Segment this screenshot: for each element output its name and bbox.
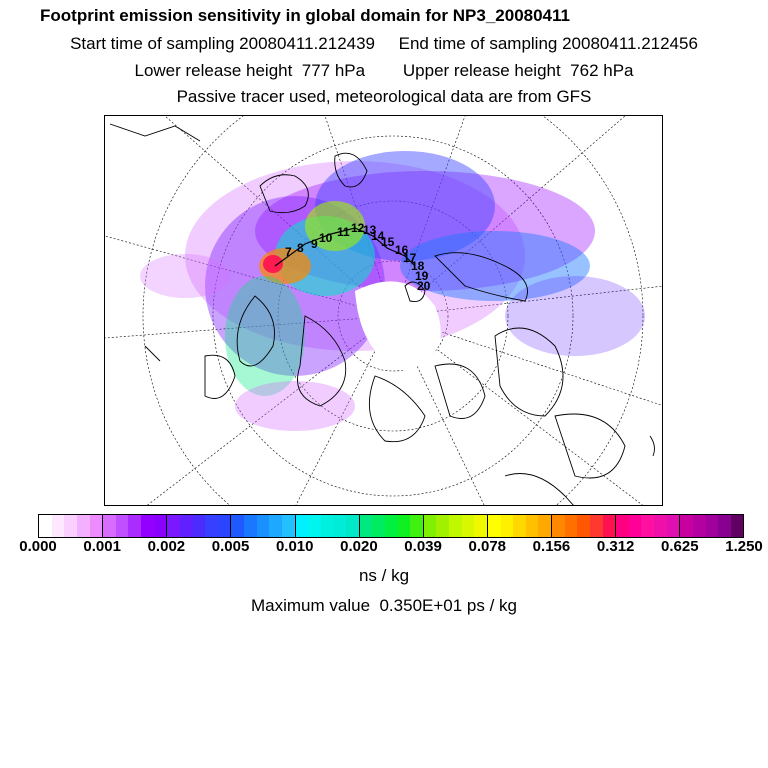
colorbar-swatch — [706, 515, 719, 537]
colorbar-tick-label: 0.078 — [468, 538, 507, 555]
track-label: 16 — [395, 243, 409, 257]
colorbar-swatch — [360, 515, 373, 537]
colorbar-swatch — [90, 515, 104, 537]
track-label: 20 — [417, 279, 431, 293]
track-label: 10 — [319, 231, 333, 245]
colorbar-swatch — [641, 515, 654, 537]
track-label: 17 — [403, 251, 417, 265]
colorbar-tick-label: 0.002 — [147, 538, 186, 555]
colorbar-swatch — [718, 515, 731, 537]
colorbar-tick-label: 0.039 — [404, 538, 442, 555]
colorbar-swatch — [436, 515, 449, 537]
colorbar-swatch — [565, 515, 578, 537]
colorbar-swatch — [77, 515, 90, 537]
colorbar-tick-label: 1.250 — [725, 538, 763, 555]
track-label: 9 — [311, 237, 318, 251]
colorbar-swatch — [205, 515, 218, 537]
colorbar-swatch — [693, 515, 706, 537]
colorbar-swatch — [385, 515, 398, 537]
colorbar-swatch — [654, 515, 667, 537]
colorbar-swatch — [346, 515, 360, 537]
colorbar-swatch — [488, 515, 501, 537]
colorbar-swatch — [64, 515, 77, 537]
colorbar-swatch — [296, 515, 309, 537]
colorbar-tick-label: 0.312 — [596, 538, 635, 555]
colorbar-tick-label: 0.020 — [340, 538, 378, 555]
colorbar — [38, 514, 744, 538]
colorbar-swatch — [257, 515, 270, 537]
colorbar-tick-label: 0.156 — [532, 538, 571, 555]
colorbar-swatch — [449, 515, 462, 537]
max-value-label: Maximum value 0.350E+01 ps / kg — [251, 596, 517, 615]
track-label: 8 — [297, 241, 304, 255]
colorbar-swatch — [629, 515, 642, 537]
colorbar-swatch — [538, 515, 552, 537]
colorbar-swatch — [282, 515, 296, 537]
colorbar-swatch — [462, 515, 475, 537]
colorbar-swatch — [513, 515, 526, 537]
colorbar-swatch — [603, 515, 617, 537]
track-label: 13 — [363, 223, 377, 237]
colorbar-swatch — [141, 515, 154, 537]
colorbar-swatch — [474, 515, 488, 537]
colorbar-swatch — [103, 515, 116, 537]
colorbar-units: ns / kg — [358, 566, 410, 585]
colorbar-swatch — [398, 515, 411, 537]
colorbar-swatch — [116, 515, 129, 537]
colorbar-swatch — [269, 515, 282, 537]
colorbar-swatch — [424, 515, 437, 537]
footprint-map — [104, 115, 663, 506]
colorbar-swatch — [680, 515, 693, 537]
tracer-info-line: Passive tracer used, meteorological data are from GFS — [176, 87, 592, 106]
colorbar-swatch — [590, 515, 603, 537]
colorbar-swatch — [526, 515, 539, 537]
plot-title: Footprint emission sensitivity in global domain for NP3_20080411 — [40, 6, 570, 25]
colorbar-swatch — [52, 515, 65, 537]
colorbar-swatch — [39, 515, 52, 537]
colorbar-swatch — [552, 515, 565, 537]
colorbar-swatch — [308, 515, 321, 537]
colorbar-tick-label: 0.005 — [211, 538, 250, 555]
track-label: 14 — [371, 229, 385, 243]
polar-projection-svg — [105, 116, 663, 506]
colorbar-swatch — [321, 515, 334, 537]
colorbar-swatch — [372, 515, 385, 537]
colorbar-swatch — [577, 515, 590, 537]
colorbar-ticks — [0, 538, 768, 558]
colorbar-swatch — [167, 515, 180, 537]
colorbar-tick-label: 0.625 — [661, 538, 699, 555]
colorbar-swatch — [193, 515, 206, 537]
track-label: 19 — [415, 269, 429, 283]
colorbar-swatch — [244, 515, 257, 537]
track-label: 12 — [351, 221, 365, 235]
track-label: 15 — [381, 235, 395, 249]
colorbar-swatch — [616, 515, 629, 537]
colorbar-swatch — [218, 515, 232, 537]
colorbar-tick-label: 0.001 — [83, 538, 121, 555]
release-height-line: Lower release height 777 hPa Upper release height 762 hPa — [134, 61, 634, 80]
colorbar-swatch — [231, 515, 244, 537]
colorbar-swatch — [333, 515, 346, 537]
colorbar-swatch — [501, 515, 514, 537]
colorbar-swatch — [180, 515, 193, 537]
track-label: 7 — [285, 245, 292, 259]
colorbar-swatch — [410, 515, 424, 537]
colorbar-swatch — [731, 515, 744, 537]
colorbar-swatch — [154, 515, 168, 537]
colorbar-tick-label: 0.000 — [19, 538, 57, 555]
colorbar-tick-label: 0.010 — [275, 538, 314, 555]
track-label: 18 — [411, 259, 425, 273]
sampling-time-line: Start time of sampling 20080411.212439 End time of sampling 20080411.212456 — [70, 34, 698, 53]
sensitivity-field — [140, 151, 645, 431]
colorbar-swatch — [667, 515, 681, 537]
track-label: 11 — [337, 225, 350, 239]
colorbar-swatch — [128, 515, 141, 537]
